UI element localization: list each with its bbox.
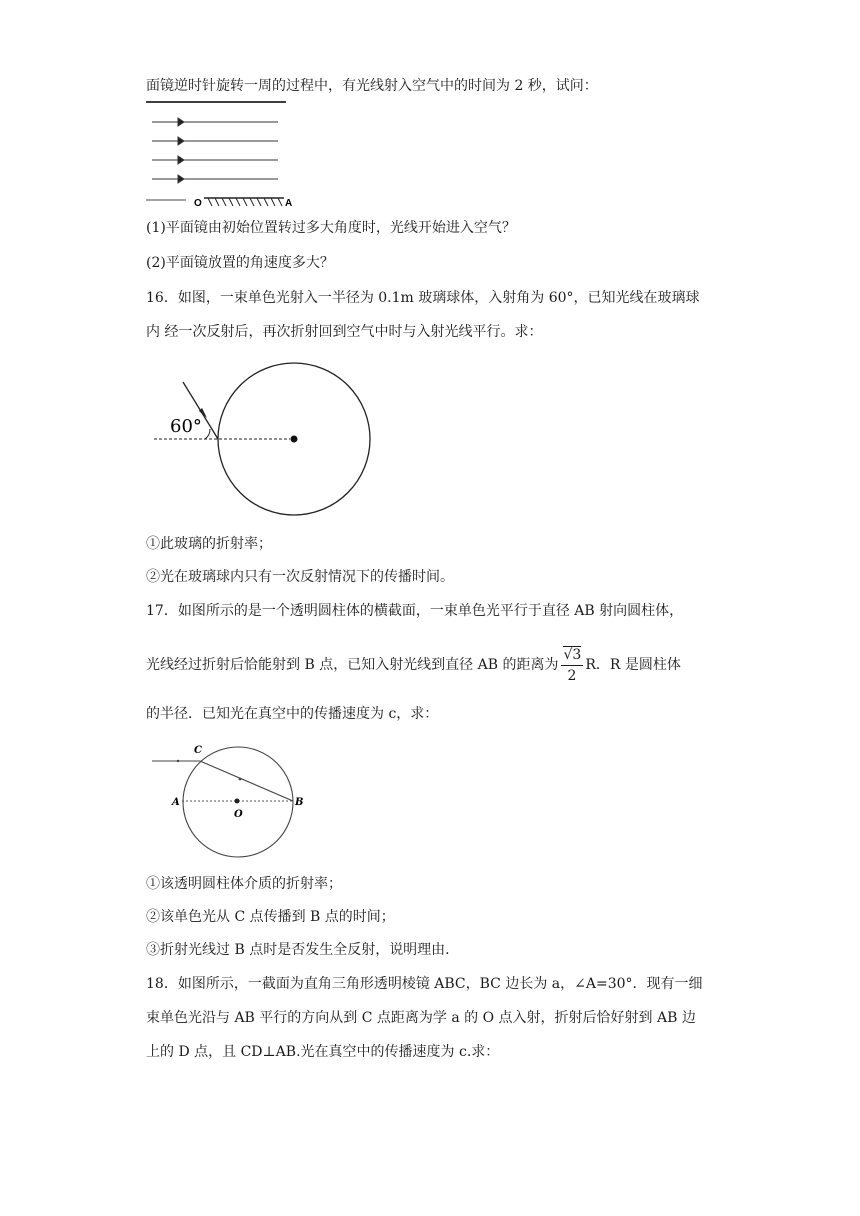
fig-angle-60: 60°	[170, 416, 202, 437]
q15-intro: 面镜逆时针旋转一周的过程中，有光线射入空气中的时间为 2 秒，试问：	[146, 78, 598, 94]
q16-sub1: ①此玻璃的折射率；	[146, 536, 272, 552]
q18-line1: 18．如图所示，一截面为直角三角形透明棱镜 ABC，BC 边长为 a，∠A=30°．现有一细	[146, 976, 703, 992]
fig-label-o: O	[234, 809, 243, 820]
fig-label-b: B	[295, 797, 304, 808]
q17-line2-b: R．R 是圆柱体	[585, 657, 681, 673]
frac-numerator: √3	[563, 646, 582, 663]
q17-line2	[146, 642, 681, 688]
figure-mirror-rays	[146, 98, 306, 210]
fig-label-c: C	[194, 745, 202, 756]
q17-line2-a: 光线经过折射后恰能射到 B 点，已知入射光线到直径 AB 的距离为	[146, 657, 559, 673]
q15-sub1: (1)平面镜由初始位置转过多大角度时，光线开始进入空气？	[146, 220, 516, 236]
q15-sub2: (2)平面镜放置的角速度多大？	[146, 255, 334, 271]
figure-glass-sphere	[150, 362, 380, 522]
q18-line3: 上的 D 点，且 CD⊥AB.光在真空中的传播速度为 c.求：	[146, 1044, 500, 1060]
q16-line1: 16．如图，一束单色光射入一半径为 0.1m 玻璃球体，入射角为 60°，已知光线在玻璃球	[146, 290, 700, 306]
q16-line2: 内 经一次反射后，再次折射回到空气中时与入射光线平行。求：	[146, 324, 543, 340]
fig-label-o: O	[194, 198, 202, 209]
q16-sub2: ②光在玻璃球内只有一次反射情况下的传播时间。	[146, 569, 454, 585]
q17-line3: 的半径．已知光在真空中的传播速度为 c，求：	[146, 706, 439, 722]
q18-line2: 束单色光沿与 AB 平行的方向从到 C 点距离为学 a 的 O 点入射，折射后恰好射到 AB 边	[146, 1010, 696, 1026]
fraction-sqrt3-over-2	[561, 645, 584, 686]
q17-sub3: ③折射光线过 B 点时是否发生全反射，说明理由.	[146, 942, 450, 958]
figure-cylinder	[148, 738, 318, 862]
q17-line1: 17．如图所示的是一个透明圆柱体的横截面，一束单色光平行于直径 AB 射向圆柱体，	[146, 603, 684, 619]
frac-denominator: 2	[567, 667, 577, 684]
q17-sub2: ②该单色光从 C 点传播到 B 点的时间；	[146, 909, 395, 925]
q17-sub1: ①该透明圆柱体介质的折射率；	[146, 876, 342, 892]
fig-label-a: A	[172, 797, 180, 808]
fig-label-a: A	[285, 198, 293, 209]
